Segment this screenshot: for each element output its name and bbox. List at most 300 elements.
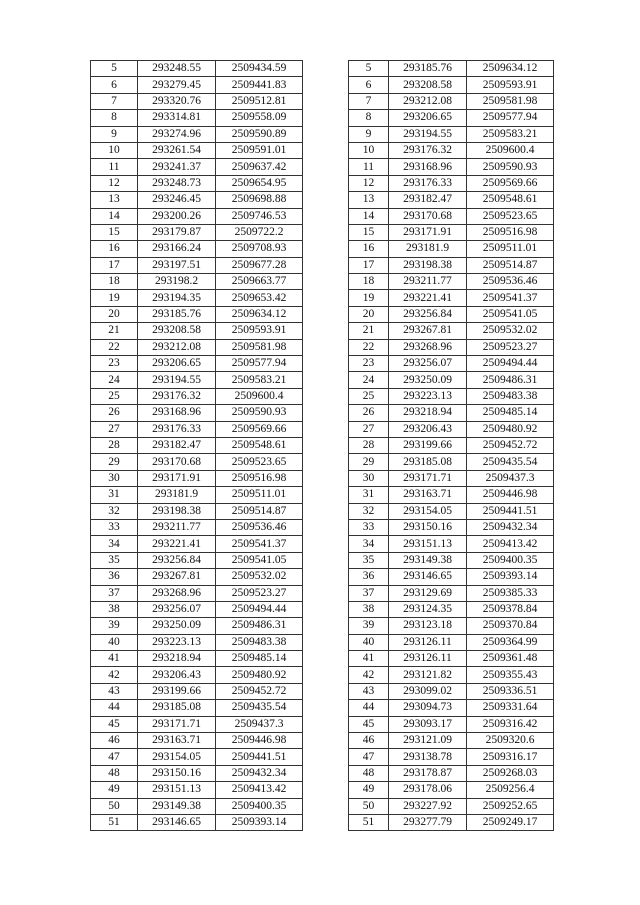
table-row (91, 437, 303, 453)
point-number-cell: 7 (349, 93, 389, 109)
point-number-cell: 43 (349, 683, 389, 699)
point-number-cell: 5 (349, 61, 389, 77)
y-coordinate-cell: 2509437.3 (467, 470, 554, 486)
table-row (91, 306, 303, 322)
x-coordinate-cell: 293151.13 (138, 782, 216, 798)
x-coordinate-cell: 293123.18 (389, 618, 467, 634)
table-row (91, 356, 303, 372)
y-coordinate-cell: 2509516.98 (467, 224, 554, 240)
x-coordinate-cell: 293197.51 (138, 257, 216, 273)
table-row (91, 257, 303, 273)
table-row (349, 77, 554, 93)
y-coordinate-cell: 2509516.98 (216, 470, 303, 486)
point-number-cell: 25 (349, 388, 389, 404)
x-coordinate-cell: 293138.78 (389, 749, 467, 765)
table-row (349, 192, 554, 208)
y-coordinate-cell: 2509536.46 (216, 519, 303, 535)
table-row (349, 634, 554, 650)
x-coordinate-cell: 293150.16 (389, 519, 467, 535)
x-coordinate-cell: 293093.17 (389, 716, 467, 732)
point-number-cell: 32 (91, 503, 138, 519)
x-coordinate-cell: 293126.11 (389, 634, 467, 650)
table-row (349, 208, 554, 224)
x-coordinate-cell: 293248.73 (138, 175, 216, 191)
table-row (349, 175, 554, 191)
x-coordinate-cell: 293227.92 (389, 798, 467, 814)
x-coordinate-cell: 293206.65 (389, 110, 467, 126)
table-row (91, 683, 303, 699)
y-coordinate-cell: 2509593.91 (467, 77, 554, 93)
point-number-cell: 8 (349, 110, 389, 126)
y-coordinate-cell: 2509512.81 (216, 93, 303, 109)
table-row (91, 208, 303, 224)
x-coordinate-cell: 293199.66 (138, 683, 216, 699)
table-row (349, 405, 554, 421)
x-coordinate-cell: 293149.38 (138, 798, 216, 814)
x-coordinate-cell: 293223.13 (389, 388, 467, 404)
y-coordinate-cell: 2509532.02 (467, 323, 554, 339)
y-coordinate-cell: 2509581.98 (216, 339, 303, 355)
point-number-cell: 36 (91, 569, 138, 585)
x-coordinate-cell: 293268.96 (138, 585, 216, 601)
x-coordinate-cell: 293212.08 (389, 93, 467, 109)
x-coordinate-cell: 293182.47 (389, 192, 467, 208)
x-coordinate-cell: 293223.13 (138, 634, 216, 650)
x-coordinate-cell: 293146.65 (138, 814, 216, 830)
point-number-cell: 47 (91, 749, 138, 765)
x-coordinate-cell: 293206.43 (389, 421, 467, 437)
point-number-cell: 24 (91, 372, 138, 388)
x-coordinate-cell: 293250.09 (138, 618, 216, 634)
table-row (91, 503, 303, 519)
point-number-cell: 42 (91, 667, 138, 683)
y-coordinate-cell: 2509569.66 (216, 421, 303, 437)
point-number-cell: 33 (91, 519, 138, 535)
y-coordinate-cell: 2509316.42 (467, 716, 554, 732)
x-coordinate-cell: 293121.09 (389, 733, 467, 749)
point-number-cell: 14 (91, 208, 138, 224)
y-coordinate-cell: 2509316.17 (467, 749, 554, 765)
y-coordinate-cell: 2509523.65 (216, 454, 303, 470)
table-row (91, 618, 303, 634)
table-row (91, 224, 303, 240)
point-number-cell: 47 (349, 749, 389, 765)
x-coordinate-cell: 293194.55 (138, 372, 216, 388)
y-coordinate-cell: 2509593.91 (216, 323, 303, 339)
y-coordinate-cell: 2509483.38 (216, 634, 303, 650)
y-coordinate-cell: 2509452.72 (216, 683, 303, 699)
table-row (349, 110, 554, 126)
y-coordinate-cell: 2509548.61 (467, 192, 554, 208)
point-number-cell: 48 (91, 765, 138, 781)
point-number-cell: 23 (349, 356, 389, 372)
table-row (349, 437, 554, 453)
x-coordinate-cell: 293176.32 (138, 388, 216, 404)
table-row (91, 634, 303, 650)
table-row (349, 601, 554, 617)
point-number-cell: 44 (91, 700, 138, 716)
point-number-cell: 8 (91, 110, 138, 126)
x-coordinate-cell: 293194.55 (389, 126, 467, 142)
point-number-cell: 14 (349, 208, 389, 224)
table-row (91, 372, 303, 388)
y-coordinate-cell: 2509494.44 (467, 356, 554, 372)
point-number-cell: 34 (91, 536, 138, 552)
point-number-cell: 13 (91, 192, 138, 208)
point-number-cell: 36 (349, 569, 389, 585)
table-row (91, 765, 303, 781)
y-coordinate-cell: 2509634.12 (467, 61, 554, 77)
y-coordinate-cell: 2509441.51 (216, 749, 303, 765)
table-row (91, 782, 303, 798)
x-coordinate-cell: 293221.41 (389, 290, 467, 306)
x-coordinate-cell: 293168.96 (138, 405, 216, 421)
point-number-cell: 16 (91, 241, 138, 257)
x-coordinate-cell: 293211.77 (389, 274, 467, 290)
point-number-cell: 40 (91, 634, 138, 650)
y-coordinate-cell: 2509541.37 (467, 290, 554, 306)
y-coordinate-cell: 2509581.98 (467, 93, 554, 109)
table-row (349, 782, 554, 798)
y-coordinate-cell: 2509434.59 (216, 61, 303, 77)
point-number-cell: 28 (349, 437, 389, 453)
point-number-cell: 18 (349, 274, 389, 290)
table-row (91, 290, 303, 306)
table-row (91, 192, 303, 208)
point-number-cell: 45 (91, 716, 138, 732)
y-coordinate-cell: 2509514.87 (216, 503, 303, 519)
table-row (349, 569, 554, 585)
table-row (349, 765, 554, 781)
point-number-cell: 28 (91, 437, 138, 453)
table-row (91, 142, 303, 158)
table-row (91, 93, 303, 109)
x-coordinate-cell: 293146.65 (389, 569, 467, 585)
x-coordinate-cell: 293198.38 (138, 503, 216, 519)
x-coordinate-cell: 293170.68 (138, 454, 216, 470)
table-row (91, 323, 303, 339)
y-coordinate-cell: 2509677.28 (216, 257, 303, 273)
y-coordinate-cell: 2509268.03 (467, 765, 554, 781)
y-coordinate-cell: 2509654.95 (216, 175, 303, 191)
coordinate-table-right (348, 60, 554, 831)
x-coordinate-cell: 293261.54 (138, 142, 216, 158)
x-coordinate-cell: 293181.9 (138, 487, 216, 503)
point-number-cell: 45 (349, 716, 389, 732)
table-row (91, 110, 303, 126)
point-number-cell: 41 (349, 651, 389, 667)
point-number-cell: 27 (349, 421, 389, 437)
point-number-cell: 17 (349, 257, 389, 273)
table-row (91, 126, 303, 142)
point-number-cell: 51 (91, 814, 138, 830)
table-row (349, 651, 554, 667)
point-number-cell: 37 (349, 585, 389, 601)
y-coordinate-cell: 2509532.02 (216, 569, 303, 585)
y-coordinate-cell: 2509708.93 (216, 241, 303, 257)
point-number-cell: 30 (91, 470, 138, 486)
y-coordinate-cell: 2509583.21 (467, 126, 554, 142)
table-row (349, 716, 554, 732)
y-coordinate-cell: 2509364.99 (467, 634, 554, 650)
table-row (349, 93, 554, 109)
table-row (349, 536, 554, 552)
table-row (91, 470, 303, 486)
point-number-cell: 7 (91, 93, 138, 109)
table-row (91, 601, 303, 617)
x-coordinate-cell: 293256.84 (389, 306, 467, 322)
y-coordinate-cell: 2509485.14 (467, 405, 554, 421)
x-coordinate-cell: 293198.2 (138, 274, 216, 290)
point-number-cell: 9 (91, 126, 138, 142)
point-number-cell: 35 (349, 552, 389, 568)
table-row (349, 61, 554, 77)
y-coordinate-cell: 2509435.54 (216, 700, 303, 716)
x-coordinate-cell: 293150.16 (138, 765, 216, 781)
x-coordinate-cell: 293208.58 (389, 77, 467, 93)
y-coordinate-cell: 2509483.38 (467, 388, 554, 404)
x-coordinate-cell: 293241.37 (138, 159, 216, 175)
table-row (349, 470, 554, 486)
point-number-cell: 17 (91, 257, 138, 273)
y-coordinate-cell: 2509400.35 (216, 798, 303, 814)
point-number-cell: 31 (349, 487, 389, 503)
point-number-cell: 16 (349, 241, 389, 257)
table-row (349, 683, 554, 699)
table-row (91, 61, 303, 77)
table-row (349, 274, 554, 290)
x-coordinate-cell: 293163.71 (138, 733, 216, 749)
table-row (349, 224, 554, 240)
x-coordinate-cell: 293121.82 (389, 667, 467, 683)
y-coordinate-cell: 2509432.34 (467, 519, 554, 535)
point-number-cell: 26 (349, 405, 389, 421)
y-coordinate-cell: 2509523.27 (216, 585, 303, 601)
y-coordinate-cell: 2509536.46 (467, 274, 554, 290)
x-coordinate-cell: 293176.33 (138, 421, 216, 437)
x-coordinate-cell: 293267.81 (389, 323, 467, 339)
x-coordinate-cell: 293256.84 (138, 552, 216, 568)
x-coordinate-cell: 293099.02 (389, 683, 467, 699)
y-coordinate-cell: 2509653.42 (216, 290, 303, 306)
table-row (349, 733, 554, 749)
point-number-cell: 27 (91, 421, 138, 437)
point-number-cell: 15 (349, 224, 389, 240)
table-row (91, 716, 303, 732)
point-number-cell: 20 (91, 306, 138, 322)
y-coordinate-cell: 2509746.53 (216, 208, 303, 224)
table-row (91, 814, 303, 830)
point-number-cell: 24 (349, 372, 389, 388)
y-coordinate-cell: 2509511.01 (467, 241, 554, 257)
table-row (349, 814, 554, 830)
point-number-cell: 19 (91, 290, 138, 306)
x-coordinate-cell: 293267.81 (138, 569, 216, 585)
y-coordinate-cell: 2509437.3 (216, 716, 303, 732)
x-coordinate-cell: 293154.05 (389, 503, 467, 519)
point-number-cell: 35 (91, 552, 138, 568)
table-row (91, 585, 303, 601)
table-row (349, 487, 554, 503)
point-number-cell: 49 (91, 782, 138, 798)
point-number-cell: 6 (349, 77, 389, 93)
x-coordinate-cell: 293274.96 (138, 126, 216, 142)
point-number-cell: 13 (349, 192, 389, 208)
point-number-cell: 9 (349, 126, 389, 142)
point-number-cell: 25 (91, 388, 138, 404)
table-row (349, 519, 554, 535)
point-number-cell: 46 (349, 733, 389, 749)
point-number-cell: 42 (349, 667, 389, 683)
table-row (91, 651, 303, 667)
y-coordinate-cell: 2509722.2 (216, 224, 303, 240)
x-coordinate-cell: 293199.66 (389, 437, 467, 453)
point-number-cell: 39 (91, 618, 138, 634)
table-row (349, 749, 554, 765)
x-coordinate-cell: 293178.87 (389, 765, 467, 781)
table-row (349, 372, 554, 388)
x-coordinate-cell: 293176.32 (389, 142, 467, 158)
y-coordinate-cell: 2509583.21 (216, 372, 303, 388)
table-row (349, 356, 554, 372)
y-coordinate-cell: 2509446.98 (467, 487, 554, 503)
point-number-cell: 46 (91, 733, 138, 749)
table-row (91, 274, 303, 290)
x-coordinate-cell: 293176.33 (389, 175, 467, 191)
x-coordinate-cell: 293178.06 (389, 782, 467, 798)
point-number-cell: 50 (349, 798, 389, 814)
point-number-cell: 21 (349, 323, 389, 339)
point-number-cell: 18 (91, 274, 138, 290)
point-number-cell: 38 (91, 601, 138, 617)
y-coordinate-cell: 2509591.01 (216, 142, 303, 158)
point-number-cell: 43 (91, 683, 138, 699)
x-coordinate-cell: 293206.65 (138, 356, 216, 372)
x-coordinate-cell: 293200.26 (138, 208, 216, 224)
x-coordinate-cell: 293268.96 (389, 339, 467, 355)
x-coordinate-cell: 293171.91 (138, 470, 216, 486)
table-row (349, 454, 554, 470)
point-number-cell: 51 (349, 814, 389, 830)
x-coordinate-cell: 293171.71 (389, 470, 467, 486)
x-coordinate-cell: 293124.35 (389, 601, 467, 617)
table-row (349, 667, 554, 683)
point-number-cell: 12 (91, 175, 138, 191)
x-coordinate-cell: 293218.94 (389, 405, 467, 421)
y-coordinate-cell: 2509355.43 (467, 667, 554, 683)
x-coordinate-cell: 293221.41 (138, 536, 216, 552)
y-coordinate-cell: 2509336.51 (467, 683, 554, 699)
coordinate-table-left (90, 60, 303, 831)
y-coordinate-cell: 2509600.4 (216, 388, 303, 404)
point-number-cell: 37 (91, 585, 138, 601)
table-row (349, 421, 554, 437)
x-coordinate-cell: 293248.55 (138, 61, 216, 77)
x-coordinate-cell: 293277.79 (389, 814, 467, 830)
table-row (349, 798, 554, 814)
y-coordinate-cell: 2509413.42 (216, 782, 303, 798)
y-coordinate-cell: 2509320.6 (467, 733, 554, 749)
y-coordinate-cell: 2509370.84 (467, 618, 554, 634)
y-coordinate-cell: 2509413.42 (467, 536, 554, 552)
y-coordinate-cell: 2509577.94 (216, 356, 303, 372)
point-number-cell: 10 (91, 142, 138, 158)
y-coordinate-cell: 2509249.17 (467, 814, 554, 830)
point-number-cell: 23 (91, 356, 138, 372)
table-row (91, 241, 303, 257)
point-number-cell: 34 (349, 536, 389, 552)
table-row (91, 454, 303, 470)
y-coordinate-cell: 2509541.05 (216, 552, 303, 568)
y-coordinate-cell: 2509541.37 (216, 536, 303, 552)
table-row (91, 405, 303, 421)
table-row (349, 618, 554, 634)
x-coordinate-cell: 293246.45 (138, 192, 216, 208)
x-coordinate-cell: 293170.68 (389, 208, 467, 224)
y-coordinate-cell: 2509558.09 (216, 110, 303, 126)
y-coordinate-cell: 2509523.27 (467, 339, 554, 355)
point-number-cell: 49 (349, 782, 389, 798)
x-coordinate-cell: 293182.47 (138, 437, 216, 453)
y-coordinate-cell: 2509441.51 (467, 503, 554, 519)
table-row (349, 323, 554, 339)
table-row (91, 421, 303, 437)
x-coordinate-cell: 293218.94 (138, 651, 216, 667)
table-row (349, 142, 554, 158)
x-coordinate-cell: 293154.05 (138, 749, 216, 765)
y-coordinate-cell: 2509590.93 (467, 159, 554, 175)
table-row (91, 159, 303, 175)
point-number-cell: 29 (91, 454, 138, 470)
y-coordinate-cell: 2509480.92 (467, 421, 554, 437)
point-number-cell: 31 (91, 487, 138, 503)
y-coordinate-cell: 2509590.93 (216, 405, 303, 421)
table-row (91, 700, 303, 716)
table-row (349, 257, 554, 273)
table-row (349, 388, 554, 404)
table-row (91, 388, 303, 404)
x-coordinate-cell: 293320.76 (138, 93, 216, 109)
table-row (91, 733, 303, 749)
x-coordinate-cell: 293126.11 (389, 651, 467, 667)
x-coordinate-cell: 293208.58 (138, 323, 216, 339)
x-coordinate-cell: 293279.45 (138, 77, 216, 93)
point-number-cell: 30 (349, 470, 389, 486)
point-number-cell: 11 (349, 159, 389, 175)
x-coordinate-cell: 293194.35 (138, 290, 216, 306)
x-coordinate-cell: 293166.24 (138, 241, 216, 257)
y-coordinate-cell: 2509514.87 (467, 257, 554, 273)
table-row (91, 798, 303, 814)
table-row (349, 290, 554, 306)
x-coordinate-cell: 293168.96 (389, 159, 467, 175)
point-number-cell: 22 (349, 339, 389, 355)
y-coordinate-cell: 2509577.94 (467, 110, 554, 126)
point-number-cell: 38 (349, 601, 389, 617)
point-number-cell: 32 (349, 503, 389, 519)
table-row (349, 241, 554, 257)
y-coordinate-cell: 2509486.31 (467, 372, 554, 388)
y-coordinate-cell: 2509361.48 (467, 651, 554, 667)
x-coordinate-cell: 293314.81 (138, 110, 216, 126)
table-row (91, 552, 303, 568)
x-coordinate-cell: 293198.38 (389, 257, 467, 273)
table-row (349, 339, 554, 355)
y-coordinate-cell: 2509393.14 (216, 814, 303, 830)
x-coordinate-cell: 293149.38 (389, 552, 467, 568)
y-coordinate-cell: 2509385.33 (467, 585, 554, 601)
point-number-cell: 11 (91, 159, 138, 175)
